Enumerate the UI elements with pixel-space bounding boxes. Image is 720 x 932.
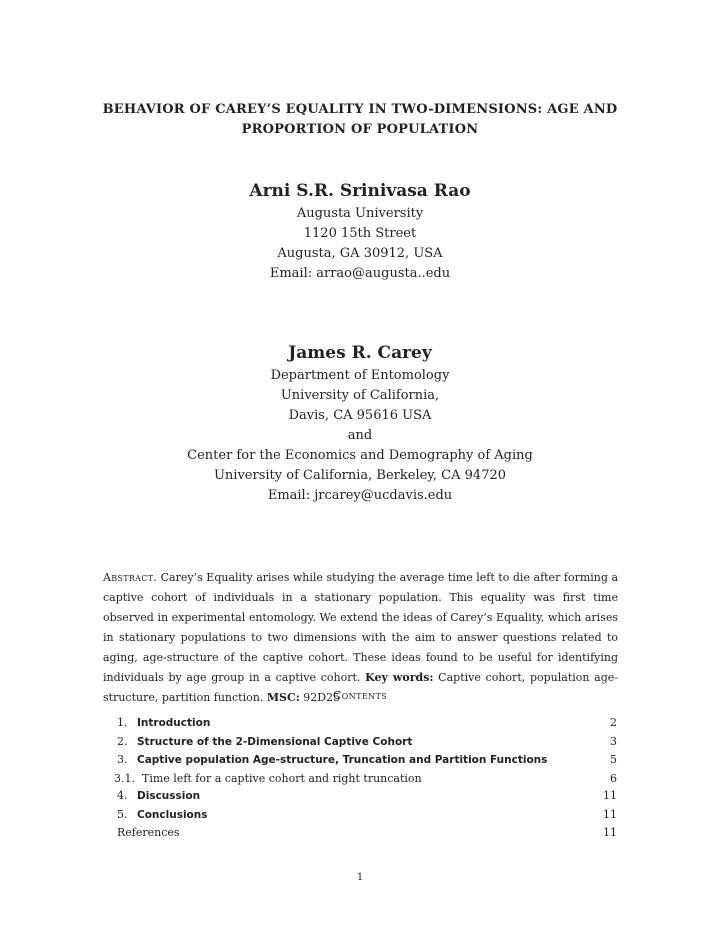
- title-line-2: PROPORTION OF POPULATION: [241, 122, 479, 137]
- author-email: Email: jrcarey@ucdavis.edu: [267, 488, 453, 503]
- toc-entry-structure[interactable]: [117, 733, 617, 752]
- toc-page: 5: [610, 753, 617, 766]
- toc-number: 4.: [117, 789, 128, 802]
- table-of-contents: [114, 714, 617, 842]
- toc-page: 11: [603, 826, 617, 839]
- toc-label: Structure of the 2-Dimensional Captive Cohort: [137, 735, 413, 748]
- toc-entry-discussion[interactable]: [117, 787, 617, 806]
- toc-label: Introduction: [137, 717, 211, 729]
- affiliation-line: 1120 15th Street: [303, 226, 417, 241]
- affiliation-line: University of California,: [280, 388, 440, 403]
- affiliation-line: Augusta University: [296, 206, 424, 221]
- keywords: Captive cohort, population age-structure, partition function.: [103, 671, 618, 704]
- toc-label: Captive population Age-structure, Truncation and Partition Functions: [137, 754, 548, 766]
- keywords-label: Key words:: [365, 671, 434, 684]
- author-name: James R. Carey: [288, 343, 432, 363]
- toc-entry-conclusions[interactable]: [117, 806, 617, 825]
- toc-entry-captive-population[interactable]: [117, 751, 617, 770]
- toc-number: 3.1.: [114, 771, 135, 785]
- toc-number: 2.: [117, 734, 128, 748]
- toc-page: 2: [610, 716, 617, 729]
- toc-number: 3.: [117, 753, 128, 766]
- abstract-heading: Abstract.: [103, 571, 158, 584]
- affiliation-line: Augusta, GA 30912, USA: [277, 246, 443, 261]
- affiliation-line: Department of Entomology: [270, 368, 450, 383]
- toc-page: 3: [610, 734, 617, 748]
- author-name: Arni S.R. Srinivasa Rao: [249, 181, 471, 201]
- msc-code: 92D25: [303, 691, 341, 704]
- page-number: 1: [356, 872, 364, 883]
- toc-label: Conclusions: [137, 808, 208, 821]
- msc-label: MSC:: [266, 691, 300, 704]
- abstract-text: Carey’s Equality arises while studying the average time left to die after forming a captive cohort of individuals in a stationary population. This equality was first time observed in experimental entomology. We extend the ideas of Carey’s Equality, which arises in stationary populations to two dimensions with the aim to answer questions related to aging, age-structure of the captive cohort. These ideas found to be useful for identifying individuals by age group in a captive cohort.: [103, 571, 618, 684]
- title-line-1: BEHAVIOR OF CAREY’S EQUALITY IN TWO-DIMENSIONS: AGE AND: [102, 102, 618, 117]
- toc-page: 6: [610, 771, 617, 785]
- toc-label: Time left for a captive cohort and right truncation: [142, 771, 422, 785]
- toc-entry-references[interactable]: [117, 824, 617, 842]
- toc-entry-time-left[interactable]: [114, 770, 617, 788]
- affiliation-line: and: [347, 428, 373, 443]
- author-block-2: [0, 342, 720, 506]
- affiliation-line: Davis, CA 95616 USA: [288, 408, 432, 423]
- toc-label: References: [117, 826, 180, 839]
- toc-number: 1.: [117, 716, 128, 729]
- affiliation-line: University of California, Berkeley, CA 94720: [213, 468, 507, 483]
- toc-entry-introduction[interactable]: [117, 714, 617, 733]
- author-block-1: [0, 180, 720, 284]
- affiliation-line: Center for the Economics and Demography of Aging: [187, 448, 533, 463]
- toc-page: 11: [603, 789, 617, 802]
- toc-label: Discussion: [137, 790, 201, 802]
- author-email: Email: arrao@augusta..edu: [269, 266, 451, 281]
- paper-title: [70, 100, 650, 140]
- toc-number: 5.: [117, 807, 128, 821]
- abstract: [103, 568, 618, 708]
- toc-page: 11: [603, 807, 617, 821]
- contents-heading: Contents: [332, 689, 388, 702]
